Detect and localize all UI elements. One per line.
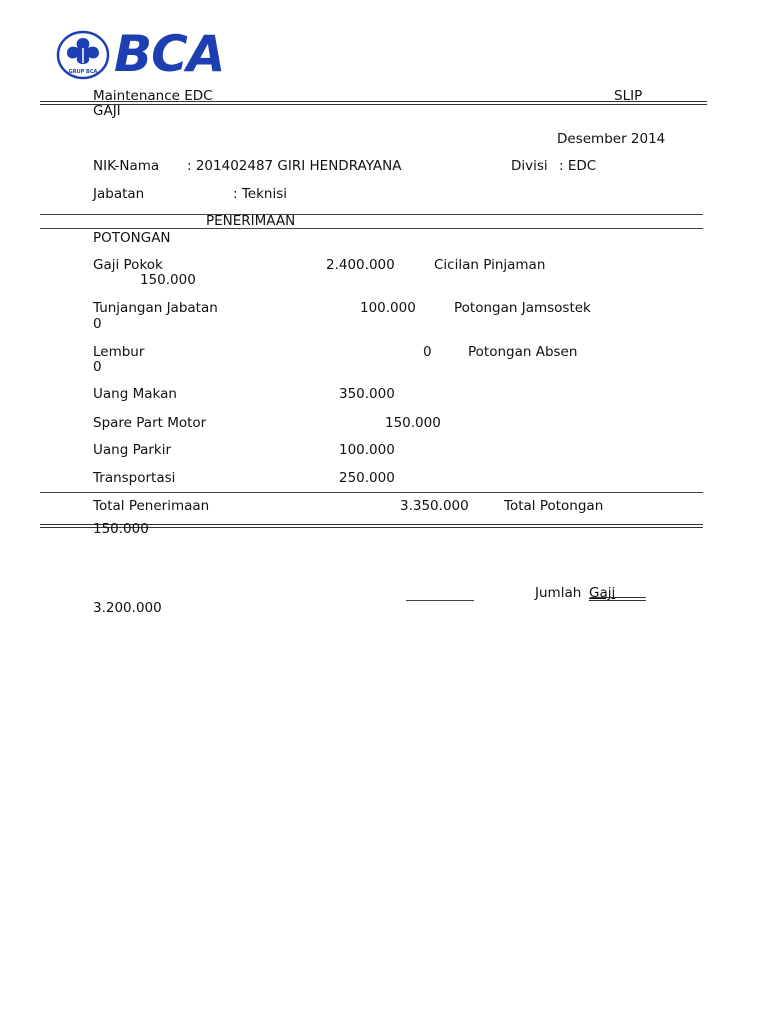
row-label: Lembur <box>93 344 145 360</box>
row-value: 100.000 <box>339 442 395 458</box>
unit-name: Maintenance EDC <box>93 88 213 104</box>
slip-title-part1: SLIP <box>614 88 643 104</box>
logo-emblem-text: GRUP BCA <box>68 69 98 75</box>
potongan-header: POTONGAN <box>93 230 171 246</box>
divisi-value: : EDC <box>559 158 597 174</box>
row-label: Uang Makan <box>93 386 177 402</box>
period: Desember 2014 <box>557 131 666 147</box>
divisi-label: Divisi <box>511 158 548 174</box>
row-value: 150.000 <box>385 415 441 431</box>
nik-value: : 201402487 GIRI HENDRAYANA <box>187 158 402 174</box>
row-label: Gaji Pokok <box>93 257 163 273</box>
net-label-part1: Jumlah <box>535 585 582 601</box>
row-value: 350.000 <box>339 386 395 402</box>
section-rule-top <box>40 214 703 215</box>
penerimaan-header: PENERIMAAN <box>206 213 296 229</box>
deduction-label: Cicilan Pinjaman <box>434 257 546 273</box>
row-label: Uang Parkir <box>93 442 172 458</box>
total-potongan-label: Total Potongan <box>504 498 604 514</box>
slip-title-part2: GAJI <box>93 103 121 119</box>
bca-logo-text: BCA <box>114 25 225 83</box>
totals-rule-top <box>40 492 703 493</box>
row-value: 100.000 <box>360 300 416 316</box>
row-label: Transportasi <box>93 470 176 486</box>
row-label: Tunjangan Jabatan <box>93 300 218 316</box>
net-label-part2: Gaji <box>589 585 616 601</box>
row-value: 2.400.000 <box>326 257 395 273</box>
deduction-value: 150.000 <box>140 272 196 288</box>
nik-label: NIK-Nama <box>93 158 160 174</box>
row-value: 250.000 <box>339 470 395 486</box>
deduction-label: Potongan Jamsostek <box>454 300 591 316</box>
total-penerimaan-label: Total Penerimaan <box>93 498 210 514</box>
bca-logo-emblem <box>56 30 110 80</box>
section-rule-bottom <box>40 228 703 229</box>
total-potongan-value: 150.000 <box>93 521 149 537</box>
row-label: Spare Part Motor <box>93 415 207 431</box>
deduction-value: 0 <box>93 316 102 332</box>
net-value: 3.200.000 <box>93 600 162 616</box>
deduction-value: 0 <box>93 359 102 375</box>
net-underline-left <box>406 600 474 601</box>
deduction-label: Potongan Absen <box>468 344 578 360</box>
row-value: 0 <box>423 344 432 360</box>
total-penerimaan-value: 3.350.000 <box>400 498 469 514</box>
header-rule <box>40 101 707 105</box>
jabatan-label: Jabatan <box>93 186 145 202</box>
net-underline-right <box>590 597 646 601</box>
jabatan-value: : Teknisi <box>233 186 288 202</box>
